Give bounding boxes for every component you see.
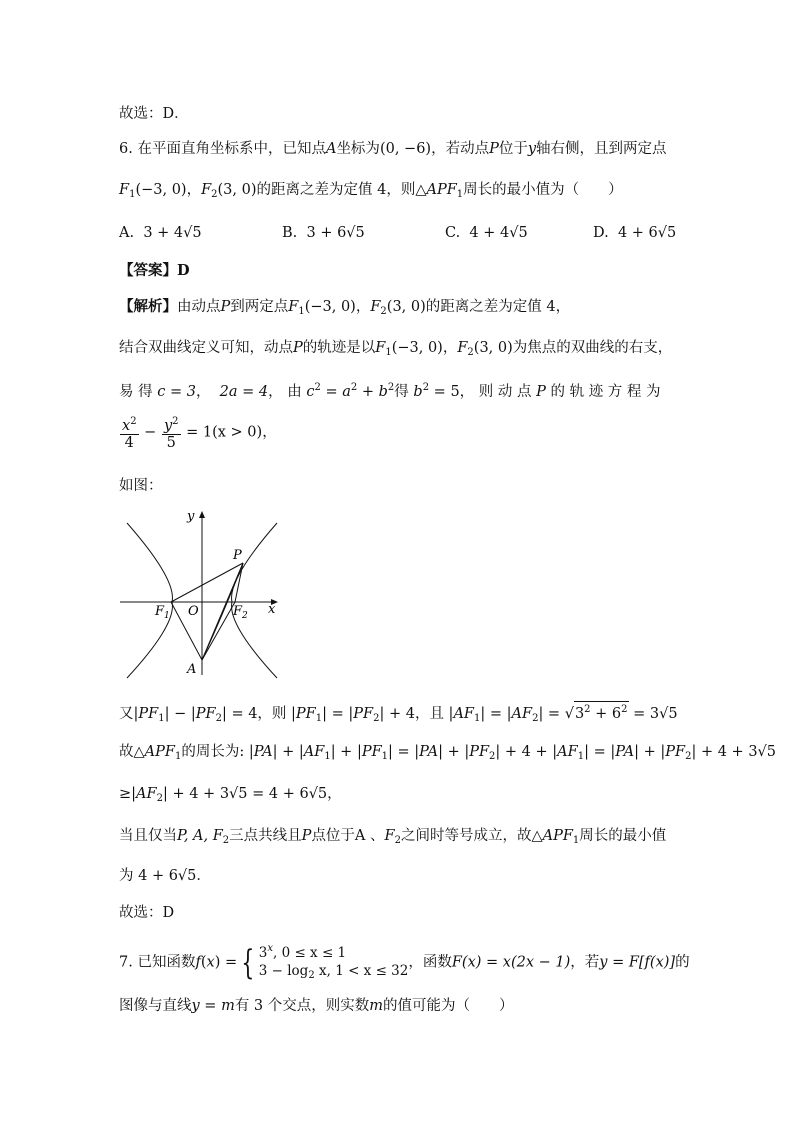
prev-answer: 故选：D． — [119, 106, 189, 122]
q7-line2: 图像与直线y = m有 3 个交点，则实数m的值可能为（ ） — [119, 998, 514, 1014]
q6-line2: $F_1(-3$, 0)，$F_2(3$, 0)的距离之差为定值 4，则$\triangle APF_1$周长的最小值为（ ） — [119, 182, 623, 200]
q7-line1: 7. 已知函数f(x) = { 3$^x$, 0 ≤ x ≤ 1 $3 - \log_2 x$, 1 < x ≤ 32，函数F(x) = x(2x − 1)，若y = F[f(x)]的 — [119, 942, 690, 983]
axis-x-label: x — [268, 602, 276, 617]
analysis-line1: 【解析】由动点P到两定点$F_1(-3$, 0)，$F_2(3$, 0)的距离之差为定值 4， — [119, 298, 571, 317]
point-a-label: A — [187, 662, 197, 677]
point-p-label: P — [233, 548, 242, 563]
analysis-line8: 当且仅当P, A, $F_2$三点共线且P点位于A 、$F_2$之间时等号成立，故$\triangle APF_1$周长的最小值 — [119, 828, 667, 846]
point-o-label: O — [188, 604, 199, 619]
analysis-line4: $\frac{x^2}{4}$ − $\frac{y^2}{5}$ = 1(x > 0)， — [122, 416, 277, 451]
point-f1-label: $F_1$ — [155, 604, 170, 621]
q6-number: 6. — [119, 141, 133, 157]
point-f2-label: $F_2$ — [233, 604, 248, 621]
q7-number: 7. — [119, 954, 133, 971]
analysis-line9: 为 4 + 6√5． — [119, 868, 211, 884]
analysis-line5: 又$|PF_1| - |PF_2| = 4$，则 $|PF_1| = |PF_2| + 4$，且 $|AF_1| = |AF_2| = √3^2 + 6^2 = 3√5$ — [119, 701, 678, 729]
figure-label: 如图： — [119, 478, 163, 494]
axis-y-label: y — [187, 509, 195, 524]
option-d: D. 4 + 6√5 — [593, 225, 677, 241]
answer-label: 【答案】D — [119, 262, 190, 279]
analysis-line3: 易 得 c = 3， 2a = 4， 由 $c^2 = a^2 + b^2$得 $b^2 = 5$， 则 动 点 P 的 轨 迹 方 程 为 — [119, 382, 661, 400]
analysis-line6: 故$\triangle APF_1$的周长为: $|PA| + |AF_1| + |PF_1| = |PA| + |PF_2| + 4 + |AF_1| = |PA| + |PF_2| + 4 + 3√5$ — [119, 744, 777, 762]
analysis-line2: 结合双曲线定义可知，动点P的轨迹是以$F_1(-3$, 0)，$F_2(3$, 0)为焦点的双曲线的右支， — [119, 340, 673, 358]
analysis-end: 故选：D — [119, 905, 175, 921]
option-c: C. 4 + 4√5 — [445, 225, 528, 241]
option-b: B. 3 + 6√5 — [282, 225, 365, 241]
analysis-line7: $\ge|AF_2| + 4 + 3√5 = 4 + 6√5$， — [119, 786, 342, 804]
option-a: A. 3 + 4√5 — [119, 225, 202, 241]
q6-line1: 6. 在平面直角坐标系中，已知点A坐标为(0, −6)，若动点P位于y轴右侧，且到两定点 — [119, 141, 667, 157]
hyperbola-figure — [115, 505, 285, 680]
